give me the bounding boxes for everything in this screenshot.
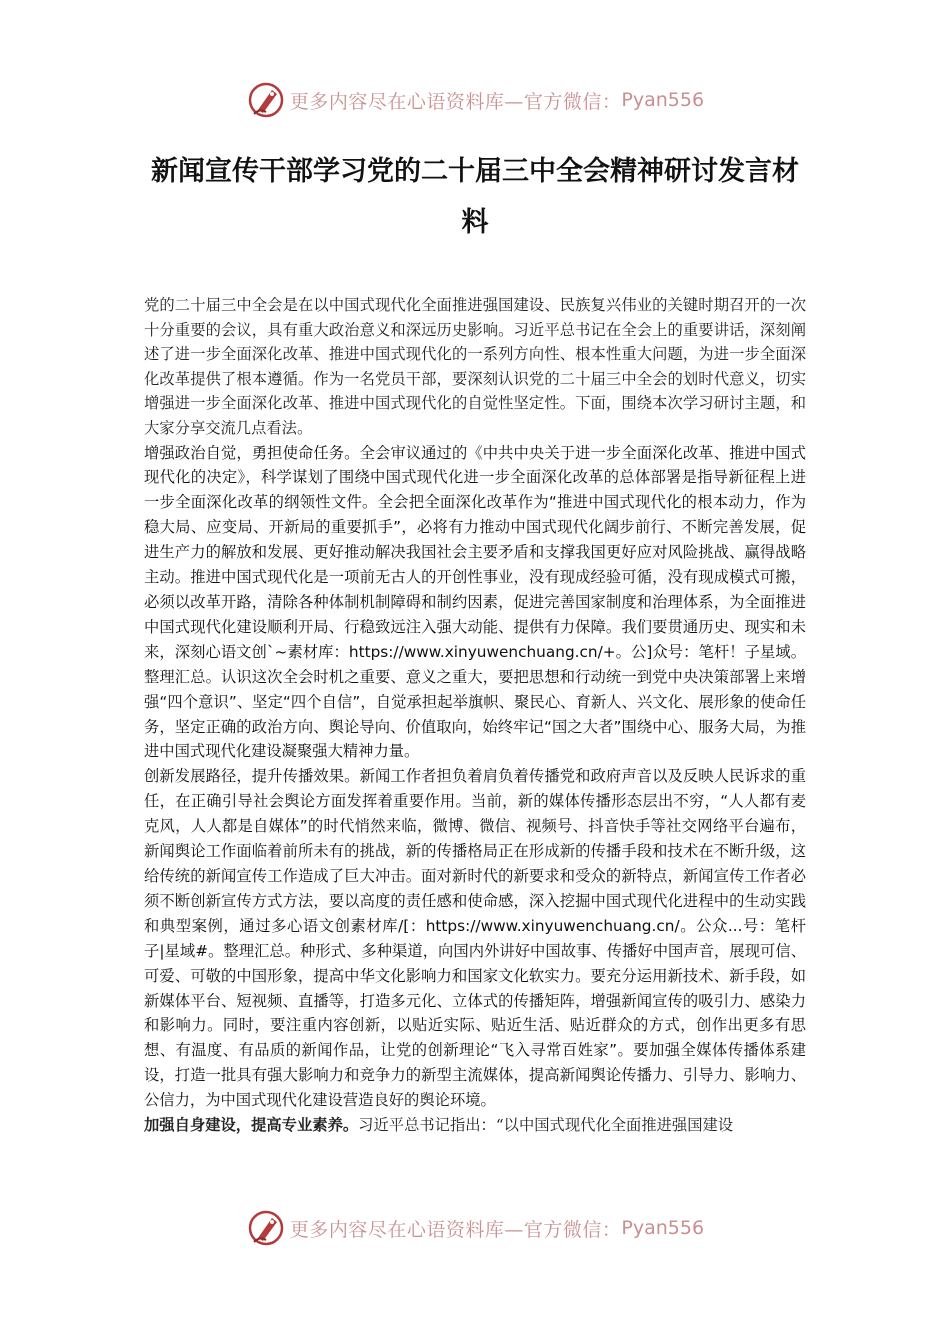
pen-nib-logo-icon [246,1208,286,1248]
paragraph-text: 党的二十届三中全会是在以中国式现代化全面推进强国建设、民族复兴伟业的关键时期召开的一次十分重要的会议，具有重大政治意义和深远历史影响。习近平总书记在全会上的重要讲话，深刻阐述了进一步全面深化改革、推进中国式现代化的一系列方向性、根本性重大问题，为进一步全面深化改革提供了根本遵循。作为一名党员干部，要深刻认识党的二十届三中全会的划时代意义，切实增强进一步全面深化改革、推进中国式现代化的自觉性坚定性。下面，围绕本次学习研讨主题，和大家分享交流几点看法。 [144,296,806,437]
banner-text: 更多内容尽在心语资料库—官方微信： [289,90,622,113]
document-body [144,293,806,1138]
footer-watermark-banner [0,1206,950,1250]
paragraph-text: 增强政治自觉，勇担使命任务。全会审议通过的《中共中央关于进一步全面深化改革、推进中国式现代化的决定》，科学谋划了围绕中国式现代化进一步全面深化改革的总体部署是指导新征程上进一步全面深化改革的纲领性文件。全会把全面深化改革作为“推进中国式现代化的根本动力，作为稳大局、应变局、开新局的重要抓手”，必将有力推动中国式现代化阔步前行、不断完善发展，促进生产力的解放和发展、更好推动解决我国社会主要矛盾和支撑我国更好应对风险挑战、赢得战略主动。推进中国式现代化是一项前无古人的开创性事业，没有现成经验可循，没有现成模式可搬，必须以改革开路，清除各种体制机制障碍和制约因素，促进完善国家制度和治理体系，为全面推进中国式现代化建设顺利开局、行稳致远注入强大动能、提供有力保障。我们要贯通历史、现实和未来，深刻心语文创`~素材库：https://www.xinyuwenchuang.cn/+。公]众号：笔杆！子星域。整理汇总。认识这次全会时机之重要、意义之重大，要把思想和行动统一到党中央决策部署上来增强“四个意识”、坚定“四个自信”，自觉承担起举旗帜、聚民心、育新人、兴文化、展形象的使命任务，坚定正确的政治方向、舆论导向、价值取向，始终牢记“国之大者”围绕中心、服务大局，为推进中国式现代化建设凝聚强大精神力量。 [144,443,806,761]
header-watermark-banner [0,78,950,122]
banner-wechat-id: Pyan556 [621,89,705,111]
pen-nib-logo-icon [246,80,286,120]
paragraph-text: 创新发展路径，提升传播效果。新闻工作者担负着肩负着传播党和政府声音以及反映人民诉求的重任，在正确引导社会舆论方面发挥着重要作用。当前，新的媒体传播形态层出不穷，“人人都有麦克风，人人都是自媒体”的时代悄然来临，微博、微信、视频号、抖音快手等社交网络平台遍布，新闻舆论工作面临着前所未有的挑战，新的传播格局正在形成新的传播手段和技术在不断升级，这给传统的新闻宣传工作造成了巨大冲击。面对新时代的新要求和受众的新特点，新闻宣传工作者必须不断创新宣传方式方法，要以高度的责任感和使命感，深入挖掘中国式现代化进程中的生动实践和典型案例，通过多心语文创素材库/[：https://www.xinyuwenchuang.cn/。公众...号：笔杆子|星域#。整理汇总。种形式、多种渠道，向国内外讲好中国故事、传播好中国声音，展现可信、可爱、可敬的中国形象，提高中华文化影响力和国家文化软实力。要充分运用新技术、新手段，如新媒体平台、短视频、直播等，打造多元化、立体式的传播矩阵，增强新闻宣传的吸引力、感染力和影响力。同时，要注重内容创新，以贴近实际、贴近生活、贴近群众的方式，创作出更多有思想、有温度、有品质的新闻作品，让党的创新理论“飞入寻常百姓家”。要加强全媒体传播体系建设，打造一批具有强大影响力和竞争力的新型主流媒体，提高新闻舆论传播力、引导力、影响力、公信力，为中国式现代化建设营造良好的舆论环境。 [144,767,806,1110]
document-title: 新闻宣传干部学习党的二十届三中全会精神研讨发言材料 [151,156,799,238]
intro-paragraph [144,293,806,441]
section-paragraph-self-building [144,1113,806,1138]
paragraph-lead: 加强自身建设，提高专业素养。 [144,1116,359,1135]
paragraph-text: 习近平总书记指出：“以中国式现代化全面推进强国建设 [358,1116,734,1135]
banner-wechat-id: Pyan556 [621,1217,705,1239]
section-paragraph-political [144,441,806,765]
banner-text: 更多内容尽在心语资料库—官方微信： [289,1218,622,1241]
section-paragraph-innovation [144,764,806,1113]
